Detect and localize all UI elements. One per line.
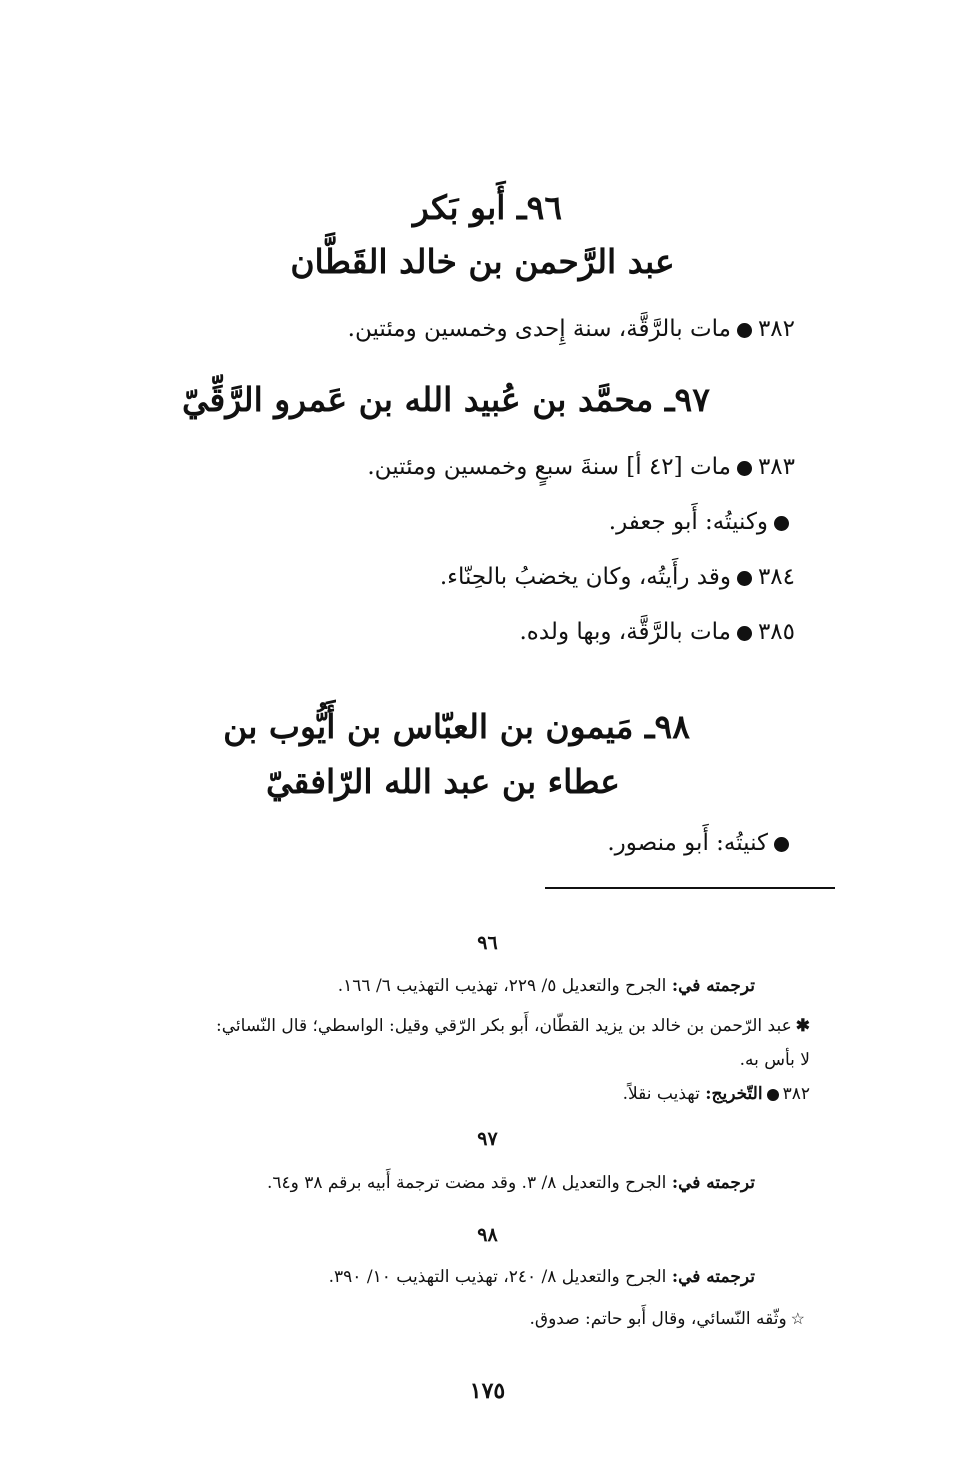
- item-number: ٣٨٥: [757, 619, 795, 645]
- footnote-98-line2: [529, 1306, 805, 1332]
- footnote-text: الجرح والتعديل ٨/ ٣. وقد مضت ترجمة أَبيه برقم ٣٨ و٦٤.: [266, 1173, 667, 1193]
- entry-96-number: ٩٦: [526, 188, 563, 227]
- footnote-text: الجرح والتعديل ٥/ ٢٢٩، تهذيب التهذيب ٦/ ١٦٦.: [337, 976, 667, 996]
- item-text: كنيتُه: أَبو منصور.: [607, 830, 768, 856]
- entry-98-title-line1: مَيمون بن العبّاس بن أَيُّوب بن: [223, 707, 634, 746]
- bullet-icon: [737, 571, 752, 586]
- entry-97-item-383: [367, 451, 795, 483]
- asterisk-icon: ✱: [795, 1016, 810, 1036]
- entry-97-heading: ٩٧ـ محمَّد بن عُبيد الله بن عَمرو الرَّقِّيّ: [182, 380, 710, 419]
- footnote-lead: التّخريج:: [705, 1084, 763, 1104]
- entry-98-number: ٩٨: [654, 707, 690, 746]
- footnote-96-line4: [623, 1081, 810, 1107]
- entry-98-item-kunya: [607, 827, 795, 859]
- footnote-96-number: ٩٦: [477, 932, 498, 954]
- bullet-icon: [774, 837, 789, 852]
- item-text: مات بالرَّقَّة، وبها ولده.: [519, 619, 731, 645]
- footnote-98-number: ٩٨: [477, 1224, 498, 1246]
- footnote-separator: [545, 887, 835, 889]
- footnote-96-line1: [338, 973, 755, 999]
- bullet-icon: [737, 626, 752, 641]
- footnote-96-line2: [216, 1013, 810, 1039]
- entry-97-item-kunya: [609, 506, 795, 538]
- bullet-icon: [737, 461, 752, 476]
- entry-97-title: محمَّد بن عُبيد الله بن عَمرو الرَّقِّيّ: [182, 380, 654, 419]
- footnote-item-number: ٣٨٢: [782, 1084, 810, 1104]
- item-number: ٣٨٢: [757, 316, 795, 342]
- entry-96-title-line1: أَبو بَكر: [412, 188, 506, 227]
- footnote-text: عبد الرّحمن بن خالد بن يزيد القطّان، أَبو بكر الرّقي وقيل: الواسطي؛ قال النّسائي:: [216, 1016, 792, 1036]
- item-number: ٣٨٣: [757, 454, 795, 480]
- entry-98-title-line2: عطاء بن عبد الله الرّافقيّ: [266, 762, 620, 801]
- bullet-icon: [767, 1089, 779, 1101]
- entry-96-item-382: [348, 313, 795, 345]
- item-text: مات [٤٢ أ] سنةَ سبعٍ وخمسين ومئتين.: [367, 454, 731, 480]
- footnote-96-line3: لا بأس به.: [739, 1050, 810, 1070]
- page-number: ١٧٥: [469, 1378, 506, 1404]
- bullet-icon: [774, 516, 789, 531]
- entry-96-title-line2: عبد الرَّحمن بن خالد القَطَّان: [290, 242, 675, 281]
- footnote-text: وثّقه النّسائي، وقال أَبو حاتم: صدوق.: [529, 1309, 787, 1329]
- entry-96-heading-line1: ٩٦ـ أَبو بَكر: [412, 188, 563, 227]
- item-text: وقد رأَيتُه، وكان يخضبُ بالحِنّاء.: [439, 564, 731, 590]
- entry-98-heading-line1: ٩٨ـ مَيمون بن العبّاس بن أَيُّوب بن: [223, 707, 690, 746]
- footnote-text: الجرح والتعديل ٨/ ٢٤٠، تهذيب التهذيب ١٠/ ٣٩٠.: [328, 1267, 667, 1287]
- footnote-97-line1: [267, 1170, 755, 1196]
- footnote-97-number: ٩٧: [477, 1128, 498, 1150]
- bullet-icon: [737, 323, 752, 338]
- footnote-lead: ترجمته في:: [671, 1267, 755, 1287]
- entry-97-item-384: [440, 561, 795, 593]
- star-icon: ☆: [790, 1309, 805, 1328]
- item-text: مات بالرَّقَّة، سنة إِحدى وخمسين ومئتين.: [347, 316, 731, 342]
- footnote-lead: ترجمته في:: [671, 976, 755, 996]
- entry-97-number: ٩٧: [674, 380, 710, 419]
- footnote-98-line1: [329, 1264, 755, 1290]
- item-text: وكنيتُه: أَبو جعفر.: [608, 509, 768, 535]
- footnote-lead: ترجمته في:: [671, 1173, 755, 1193]
- entry-97-item-385: [520, 616, 796, 648]
- footnote-text: تهذيب نقلاً.: [622, 1084, 700, 1104]
- item-number: ٣٨٤: [757, 564, 795, 590]
